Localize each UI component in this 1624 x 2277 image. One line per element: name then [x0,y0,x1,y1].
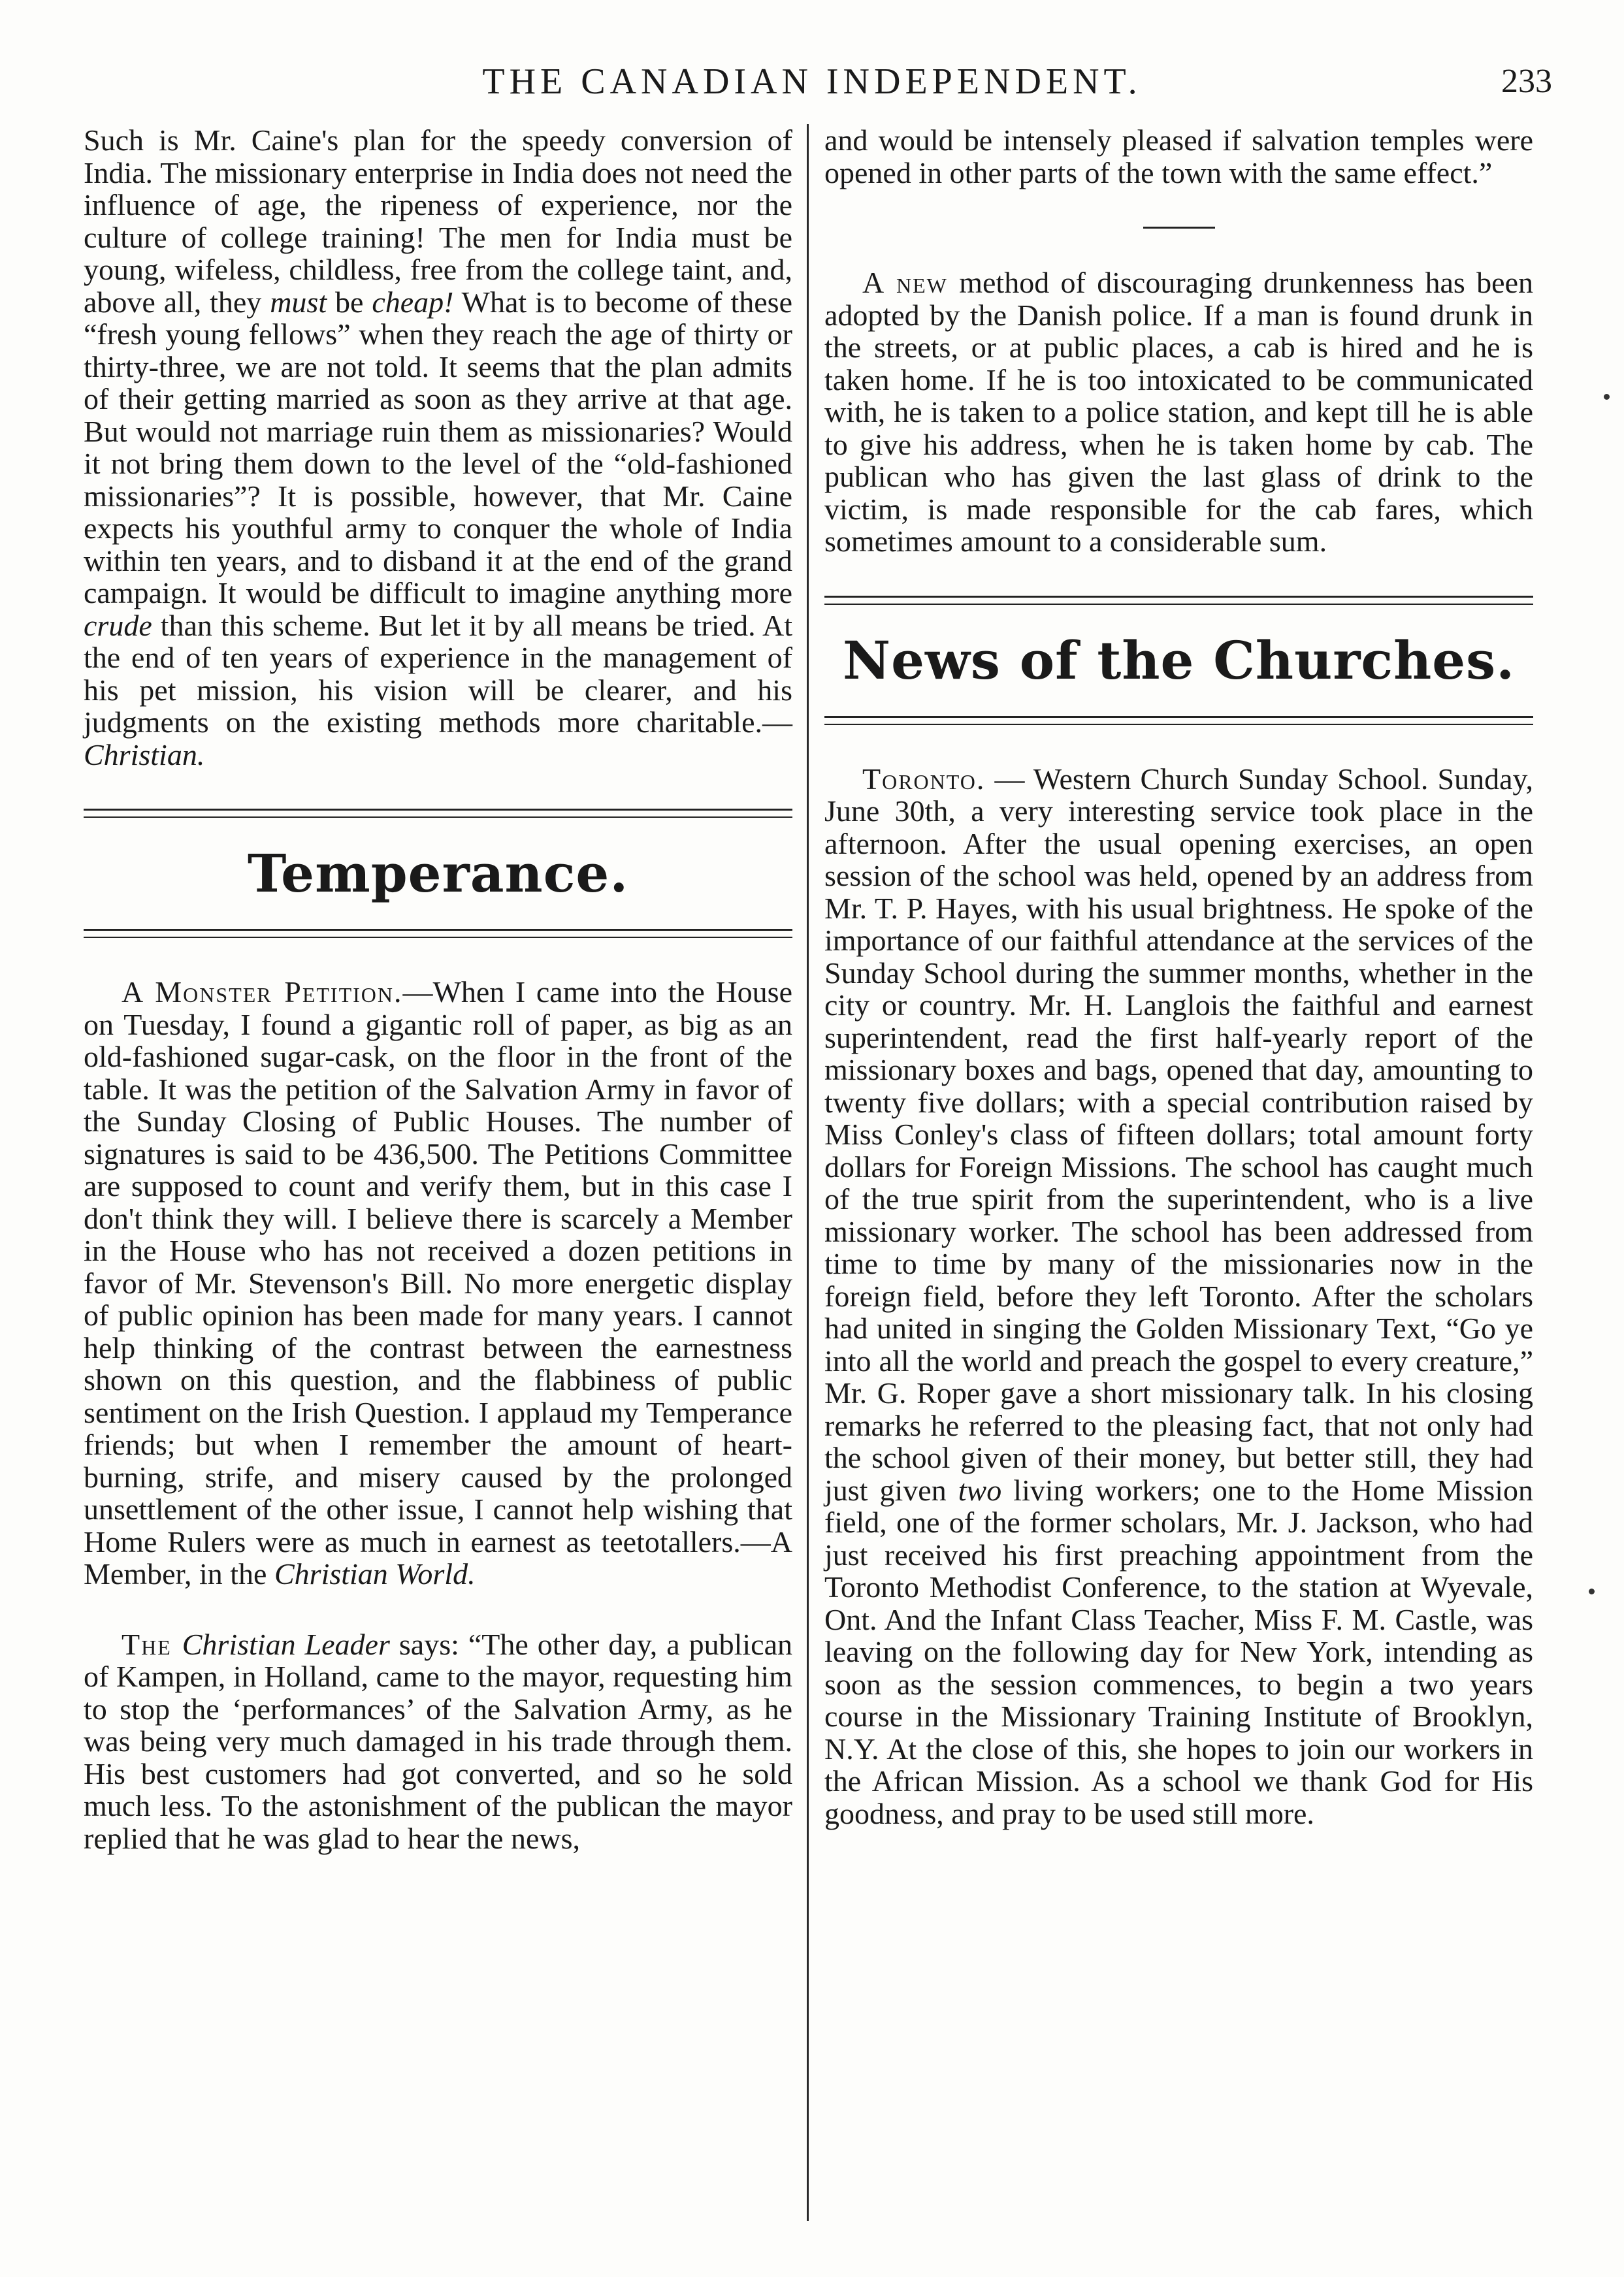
text-run: —When I came into the House on Tuesday, I found a gigantic roll of paper, as big as an old-fashioned sugar-cask, on the floor in the front of the table. It was the petition of the Salvation Army in favor of the Sunday Closing of Public Houses. The number of signatures is said to be 436,500. The Petitions Committee are supposed to count and verify them, but in this case I don't think they will. I believe there is scarcely a Member in the House who has not received a dozen petitions in favor of Mr. Stevenson's Bill. No more energetic display of public opinion has been made for many years. I cannot help thinking of the contrast between the earnestness shown on this question, and the flabbiness of public sentiment on the Irish Question. I applaud my Temperance friends; but when I remember the amount of heart-burning, strife, and misery caused by the prolonged unsettlement of the other issue, I cannot help wishing that Home Rulers were as much in earnest as teetotallers.—A Member, in the [84,975,792,1591]
source-citation: Christian. [84,737,205,771]
article-lead: Toronto. [862,762,986,796]
print-speck [1589,1589,1595,1594]
left-column [84,124,792,1854]
text-run: Such is Mr. Caine's plan for the speedy conversion of India. The missionary enterprise in India does not need the influence of age, the ripeness of experience, nor the culture of college training! The men for India must be young, wifeless, childless, free from the college taint, and, above all, they [84,123,792,319]
right-column [824,124,1533,1830]
section-heading-news: News of the Churches. [842,629,1516,691]
page-header [72,46,1552,118]
text-run: be [327,285,372,319]
article-danish-police [824,266,1533,558]
emphasis-crude: crude [84,608,152,642]
text-run: says: “The other day, a publican of Kampen, in Holland, came to the mayor, requesting him to stop the ‘performances’ of the Salvation Army, as he was being very much damaged in his trade through them. His best customers had got converted, and so he sold much less. To the astonishment of the publican the mayor replied that he was glad to hear the news, [84,1627,792,1855]
section-rule [84,929,792,938]
article-lead: A new [862,266,948,299]
column-divider [807,124,809,2221]
emphasis-must: must [270,285,327,319]
source-citation: Christian World. [274,1557,476,1591]
text-run: What is to become of these “fresh young fellows” when they reach the age of thirty or thirty-three, we are not told. It seems that the plan admits of their getting married as soon as they arrive at that age. But would not marriage ruin them as missionaries? Would it not bring them down to the level of the “old-fashioned missionaries”? It is possible, however, that Mr. Caine expects his youthful army to conquer the whole of India within ten years, and to disband it at the end of the grand campaign. It would be difficult to imagine anything more [84,285,792,609]
article-christian-leader [84,1628,792,1855]
article-lead: A Monster Petition. [122,975,403,1009]
section-heading-temperance: Temperance. [247,843,629,904]
article-monster-petition [84,976,792,1591]
text-run: than this scheme. But let it by all means be tried. At the end of ten years of experience in the management of his pet mission, his vision will be clearer, and his judgments on the existing methods more charitable.— [84,608,792,739]
article-leader-continued: and would be intensely pleased if salvation temples were opened in other parts of the town with the same effect.” [824,123,1533,189]
article-lead: The [122,1627,182,1661]
page-number: 233 [1501,63,1552,100]
print-speck [1604,394,1610,400]
newspaper-name: Christian Leader [182,1627,390,1661]
emphasis-two: two [958,1473,1002,1507]
section-rule [824,596,1533,605]
text-run: method of discouraging drunkenness has been adopted by the Danish police. If a man is found drunk in the streets, or at public places, a cab is hired and he is taken home. If he is too intoxicated to be communicated with, he is taken to a police station, and kept till he is able to give his address, when he is taken home by cab. The publican who has given the last glass of drink to the victim, is made responsible for the cab fares, which sometimes amount to a considerable sum. [824,266,1533,558]
text-run: living workers; one to the Home Mission field, one of the former scholars, Mr. J. Jackson, who had just received his first preaching appointment from the Toronto Methodist Conference, to the station at Wyevale, Ont. And the Infant Class Teacher, Miss F. M. Castle, was leaving on the following day for New York, intending as soon as the session commences, to begin a two years course in the Missionary Training Institute of Brooklyn, N.Y. At the close of this, she hopes to join our workers in the African Mission. As a school we thank God for His goodness, and pray to be used still more. [824,1473,1533,1830]
emphasis-cheap: cheap! [372,285,454,319]
text-run: — Western Church Sunday School. Sunday, June 30th, a very interesting service took place in the afternoon. After the usual opening exercises, an open session of the school was held, opened by an address from Mr. T. P. Hayes, with his usual brightness. He spoke of the importance of our faithful attendance at the services of the Sunday School during the summer months, whether in the city or country. Mr. H. Langlois the faithful and earnest superintendent, read the first half-yearly report of the missionary boxes and bags, opened that day, amounting to twenty five dollars; with a special contribution raised by Miss Conley's class of fifteen dollars; total amount forty dollars for Foreign Missions. The school has caught much of the true spirit from the superintendent, who is a live missionary worker. The school has been addressed from time to time by many of the missionaries now in the foreign field, before they left Toronto. After the scholars had united in singing the Golden Missionary Text, “Go ye into all the world and preach the gospel to every creature,” Mr. G. Roper gave a short missionary talk. In his closing remarks he referred to the pleasing fact, that not only had the school given of their money, but better still, they had just given [824,762,1533,1507]
article-toronto [824,763,1533,1830]
article-caine-plan [84,124,792,771]
section-rule [824,716,1533,725]
section-rule [84,809,792,818]
running-title: THE CANADIAN INDEPENDENT. [482,61,1142,102]
